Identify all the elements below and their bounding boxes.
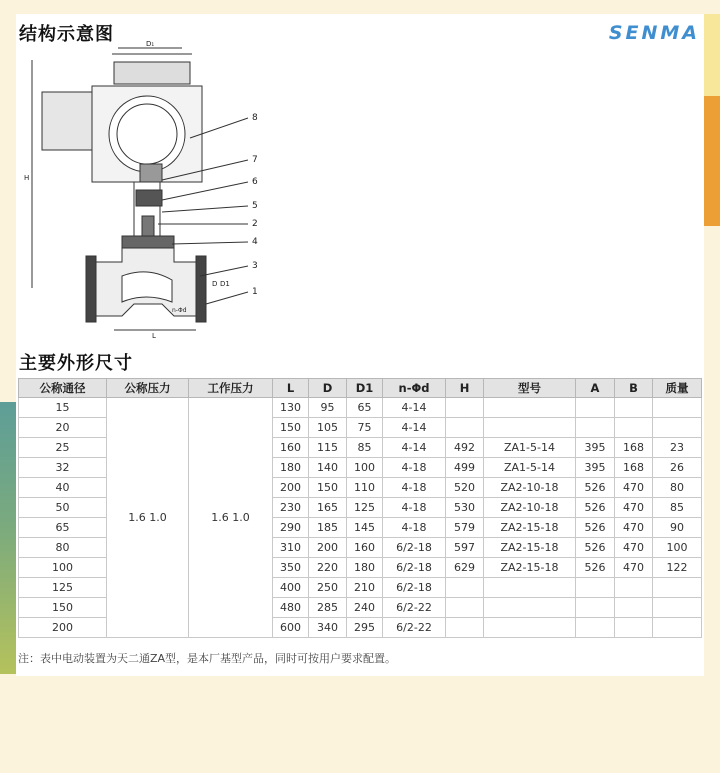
cell-model: ZA2-15-18 [484, 518, 576, 538]
cell-l: 400 [273, 578, 309, 598]
cell-dn: 15 [19, 398, 107, 418]
cell-mass [653, 398, 702, 418]
col-d1: D1 [347, 379, 383, 398]
cell-mass: 122 [653, 558, 702, 578]
cell-a [576, 578, 615, 598]
cell-nd: 6/2-18 [383, 578, 446, 598]
cell-model [484, 398, 576, 418]
cell-l: 160 [273, 438, 309, 458]
motor-housing [42, 92, 92, 150]
cell-dn: 80 [19, 538, 107, 558]
col-nominal-pressure: 公称压力 [107, 379, 189, 398]
cell-dn: 65 [19, 518, 107, 538]
cell-dn: 150 [19, 598, 107, 618]
right-decor-strip-orange [704, 96, 720, 226]
cell-nominal-pressure: 1.6 1.0 [107, 398, 189, 638]
left-flange [86, 256, 96, 322]
cell-a [576, 598, 615, 618]
cell-h: 499 [446, 458, 484, 478]
col-d: D [309, 379, 347, 398]
cell-b: 168 [615, 458, 653, 478]
cell-h: 597 [446, 538, 484, 558]
cell-l: 290 [273, 518, 309, 538]
cell-l: 480 [273, 598, 309, 618]
cell-dn: 200 [19, 618, 107, 638]
cell-mass: 80 [653, 478, 702, 498]
cell-model: ZA2-10-18 [484, 498, 576, 518]
cell-l: 150 [273, 418, 309, 438]
cell-h [446, 598, 484, 618]
dimensions-title: 主要外形尺寸 [19, 353, 133, 374]
cell-l: 350 [273, 558, 309, 578]
cell-b [615, 598, 653, 618]
cell-nd: 6/2-18 [383, 558, 446, 578]
cell-a: 526 [576, 558, 615, 578]
cell-a: 526 [576, 478, 615, 498]
col-bolts: n-Φd [383, 379, 446, 398]
cell-l: 130 [273, 398, 309, 418]
cell-nd: 4-14 [383, 438, 446, 458]
cell-working-pressure: 1.6 1.0 [189, 398, 273, 638]
cell-mass: 100 [653, 538, 702, 558]
cell-d: 140 [309, 458, 347, 478]
senma-logo: SENMA [608, 22, 700, 44]
cell-a: 526 [576, 498, 615, 518]
cell-d1: 145 [347, 518, 383, 538]
cell-model: ZA1-5-14 [484, 438, 576, 458]
cell-b [615, 418, 653, 438]
handwheel-circle [109, 96, 185, 172]
cell-nd: 4-14 [383, 398, 446, 418]
cell-h: 629 [446, 558, 484, 578]
cell-nd: 6/2-18 [383, 538, 446, 558]
cell-l: 180 [273, 458, 309, 478]
cell-dn: 125 [19, 578, 107, 598]
cell-h [446, 398, 484, 418]
cell-l: 230 [273, 498, 309, 518]
table-footnote: 注：表中电动装置为天二通ZA型，是本厂基型产品，同时可按用户要求配置。 [18, 652, 397, 665]
cell-b [615, 578, 653, 598]
col-working-pressure: 工作压力 [189, 379, 273, 398]
cell-model [484, 578, 576, 598]
cell-l: 310 [273, 538, 309, 558]
col-l: L [273, 379, 309, 398]
cell-model: ZA2-15-18 [484, 558, 576, 578]
label-6: 6 [252, 177, 258, 187]
stem-nut [136, 190, 162, 206]
cell-d1: 85 [347, 438, 383, 458]
cell-h: 520 [446, 478, 484, 498]
valve-structure-drawing [22, 40, 282, 340]
cell-a: 395 [576, 438, 615, 458]
cell-h: 579 [446, 518, 484, 538]
cell-dn: 25 [19, 438, 107, 458]
cell-b: 168 [615, 438, 653, 458]
label-3: 3 [252, 261, 258, 271]
cell-model [484, 598, 576, 618]
cell-a [576, 398, 615, 418]
col-a: A [576, 379, 615, 398]
dim-l: L [152, 332, 156, 340]
cell-d: 340 [309, 618, 347, 638]
cell-nd: 6/2-22 [383, 598, 446, 618]
cell-dn: 40 [19, 478, 107, 498]
dimensions-table [18, 378, 702, 638]
cell-nd: 4-18 [383, 498, 446, 518]
label-4: 4 [252, 237, 258, 247]
dim-d1-top: D₁ [146, 40, 155, 48]
cell-b: 470 [615, 498, 653, 518]
cell-a [576, 618, 615, 638]
left-decor-strip [0, 402, 16, 674]
cell-model [484, 618, 576, 638]
cell-mass [653, 598, 702, 618]
cell-d1: 125 [347, 498, 383, 518]
cell-mass: 85 [653, 498, 702, 518]
cell-nd: 4-18 [383, 478, 446, 498]
cell-b [615, 398, 653, 418]
cell-b: 470 [615, 558, 653, 578]
cell-dn: 32 [19, 458, 107, 478]
cell-dn: 20 [19, 418, 107, 438]
cell-nd: 4-18 [383, 518, 446, 538]
actuator-top-cover [114, 62, 190, 84]
cell-d: 250 [309, 578, 347, 598]
cell-a [576, 418, 615, 438]
cell-nd: 4-18 [383, 458, 446, 478]
dim-d1: D1 [220, 280, 230, 288]
cell-h: 492 [446, 438, 484, 458]
cell-a: 526 [576, 538, 615, 558]
right-flange [196, 256, 206, 322]
cell-d1: 295 [347, 618, 383, 638]
cell-d1: 210 [347, 578, 383, 598]
cell-d: 220 [309, 558, 347, 578]
cell-mass: 90 [653, 518, 702, 538]
cell-d1: 240 [347, 598, 383, 618]
dim-bolts: n-Φd [172, 307, 187, 314]
dim-d: D [212, 280, 218, 288]
cell-d1: 100 [347, 458, 383, 478]
cell-d: 185 [309, 518, 347, 538]
label-2: 2 [252, 219, 258, 229]
cell-mass: 26 [653, 458, 702, 478]
cell-h: 530 [446, 498, 484, 518]
cell-model: ZA2-15-18 [484, 538, 576, 558]
col-b: B [615, 379, 653, 398]
product-spec-card [16, 14, 704, 676]
cell-d1: 160 [347, 538, 383, 558]
cell-l: 200 [273, 478, 309, 498]
cell-h [446, 618, 484, 638]
cell-d: 285 [309, 598, 347, 618]
dim-h: H [24, 174, 30, 182]
cell-h [446, 578, 484, 598]
cell-model: ZA2-10-18 [484, 478, 576, 498]
table-row [19, 398, 702, 418]
cell-a: 526 [576, 518, 615, 538]
cell-nd: 6/2-22 [383, 618, 446, 638]
label-1: 1 [252, 287, 258, 297]
cell-mass: 23 [653, 438, 702, 458]
cell-d1: 110 [347, 478, 383, 498]
cell-d: 165 [309, 498, 347, 518]
cell-mass [653, 578, 702, 598]
cell-dn: 50 [19, 498, 107, 518]
right-decor-strip-yellow [704, 14, 720, 96]
cell-h [446, 418, 484, 438]
cell-b: 470 [615, 538, 653, 558]
label-5: 5 [252, 201, 258, 211]
table-header-row [19, 379, 702, 398]
cell-b: 470 [615, 518, 653, 538]
cell-d: 150 [309, 478, 347, 498]
cell-l: 600 [273, 618, 309, 638]
label-7: 7 [252, 155, 258, 165]
col-model: 型号 [484, 379, 576, 398]
cell-b [615, 618, 653, 638]
cell-d1: 65 [347, 398, 383, 418]
cell-d1: 180 [347, 558, 383, 578]
cell-mass [653, 418, 702, 438]
col-mass: 质量 [653, 379, 702, 398]
cell-d: 115 [309, 438, 347, 458]
cell-mass [653, 618, 702, 638]
col-h: H [446, 379, 484, 398]
label-8: 8 [252, 113, 258, 123]
cell-d: 105 [309, 418, 347, 438]
cell-d1: 75 [347, 418, 383, 438]
cell-d: 95 [309, 398, 347, 418]
cell-model: ZA1-5-14 [484, 458, 576, 478]
structure-diagram-title: 结构示意图 [19, 24, 114, 45]
cell-nd: 4-14 [383, 418, 446, 438]
cell-d: 200 [309, 538, 347, 558]
cell-a: 395 [576, 458, 615, 478]
cell-dn: 100 [19, 558, 107, 578]
col-dn: 公称通径 [19, 379, 107, 398]
cell-b: 470 [615, 478, 653, 498]
cell-model [484, 418, 576, 438]
